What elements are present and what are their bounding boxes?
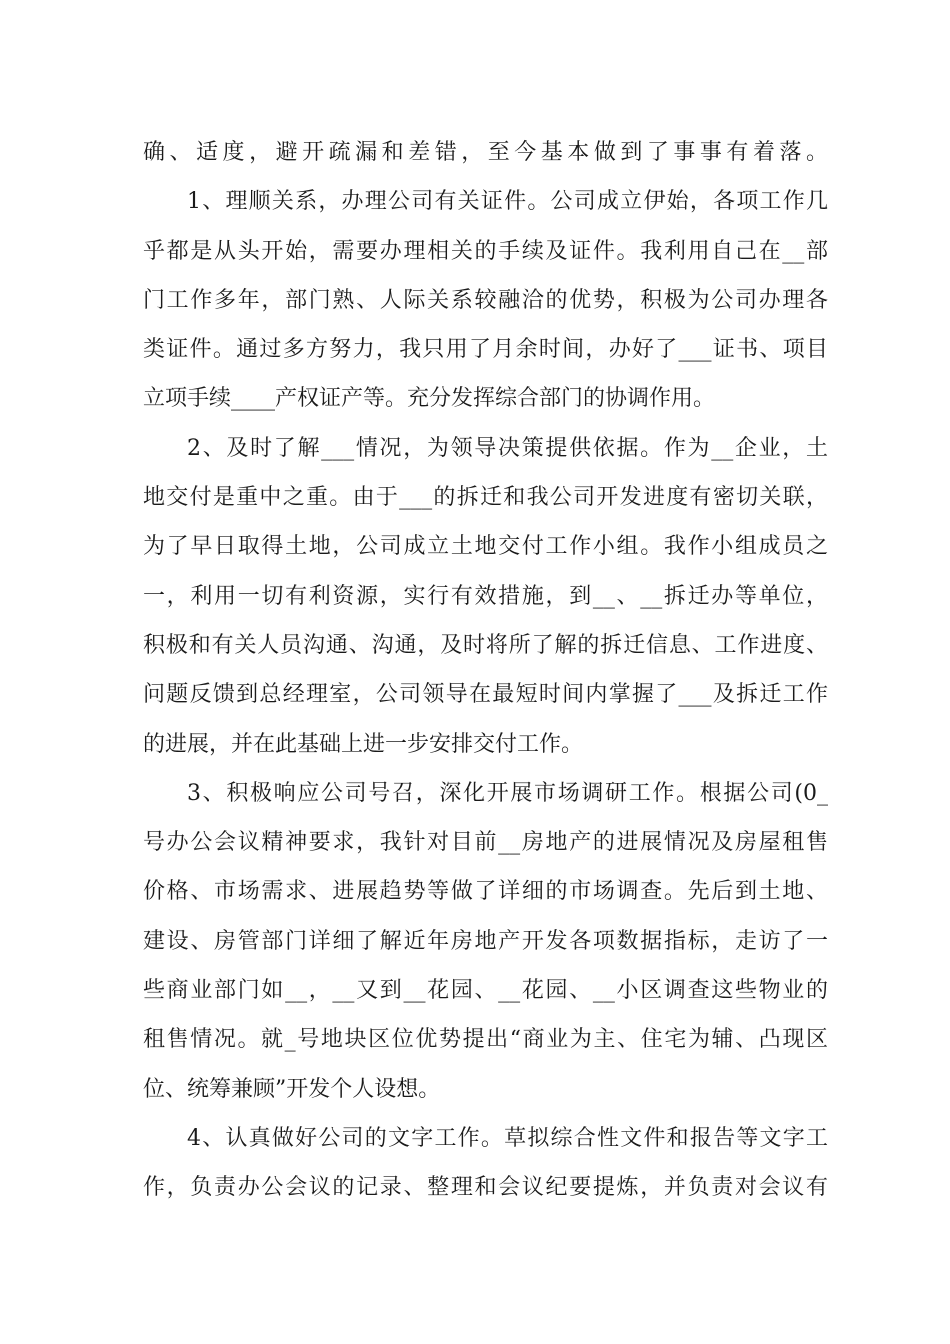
text-line: 地交付是重中之重。由于___的拆迁和我公司开发进度有密切关联，	[143, 485, 828, 511]
text-line: 为了早日取得土地，公司成立土地交付工作小组。我作小组成员之	[143, 534, 828, 560]
text-line: 租售情况。就_号地块区位优势提出“商业为主、住宅为辅、凸现区	[143, 1027, 828, 1053]
paragraph-3-start: 3、积极响应公司号召，深化开展市场调研工作。根据公司(0_	[187, 780, 828, 806]
paragraph-1-start: 1、理顺关系，办理公司有关证件。公司成立伊始，各项工作几	[187, 189, 828, 215]
text-line: 类证件。通过多方努力，我只用了月余时间，办好了___证书、项目	[143, 337, 828, 363]
text-line: 的进展，并在此基础上进一步安排交付工作。	[143, 731, 584, 757]
text-line: 门工作多年，部门熟、人际关系较融洽的优势，积极为公司办理各	[143, 287, 828, 313]
text-line: 作，负责办公会议的记录、整理和会议纪要提炼，并负责对会议有	[143, 1175, 828, 1201]
text-line: 位、统筹兼顾”开发个人设想。	[143, 1076, 441, 1102]
text-line: 一，利用一切有利资源，实行有效措施，到__、__拆迁办等单位，	[143, 583, 828, 609]
text-line: 确、适度，避开疏漏和差错，至今基本做到了事事有着落。	[143, 140, 828, 165]
body-text	[143, 128, 828, 1213]
text-line: 号办公会议精神要求，我针对目前__房地产的进展情况及房屋租售	[143, 830, 828, 856]
text-line: 积极和有关人员沟通、沟通，及时将所了解的拆迁信息、工作进度、	[143, 632, 828, 658]
text-line: 价格、市场需求、进展趋势等做了详细的市场调查。先后到土地、	[143, 879, 828, 905]
text-line: 问题反馈到总经理室，公司领导在最短时间内掌握了___及拆迁工作	[143, 682, 828, 708]
paragraph-4-start: 4、认真做好公司的文字工作。草拟综合性文件和报告等文字工	[187, 1125, 828, 1151]
text-line: 乎都是从头开始，需要办理相关的手续及证件。我利用自己在__部	[143, 238, 828, 264]
text-line: 立项手续____产权证产等。充分发挥综合部门的协调作用。	[143, 386, 716, 412]
text-line: 些商业部门如__，__又到__花园、__花园、__小区调查这些物业的	[143, 978, 828, 1004]
paragraph-2-start: 2、及时了解___情况，为领导决策提供依据。作为__企业，土	[187, 435, 828, 461]
text-line: 建设、房管部门详细了解近年房地产开发各项数据指标，走访了一	[143, 928, 828, 954]
